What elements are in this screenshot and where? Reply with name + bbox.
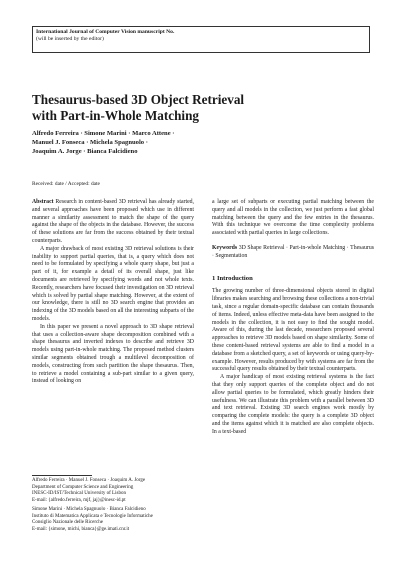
intro-paragraph: The growing number of three-dimensional objects stored in digital libraries makes searching and browsing these collections a non-trivial task, since a regular domain-specific database can contain thousands of items. Indeed, unless effective meta-data have been assigned to the models in the collection, it is not easy to find the sought model. Aware of this, during the last decade, researchers proposed several approaches to retrieve 3D models based on shape similarity. Some of these content-based retrieval systems are able to find a model in a database from a sketched query, a set of keywords or using query-by-example. However, results produced by with systems are far from the successful query results obtained by their textual counterparts. [212, 288, 374, 373]
keywords [212, 245, 374, 261]
footnote-rule [32, 475, 92, 476]
journal-name: International Journal of Computer Vision manuscript No. [36, 29, 175, 35]
affiliation-line: INESC-ID/IST/Technical University of Lisbon [32, 491, 126, 496]
title-line-1: Thesaurus-based 3D Object Retrieval [32, 92, 245, 107]
section-heading: 1 Introduction [212, 274, 253, 282]
left-column [32, 199, 194, 386]
author-line: Joaquim A. Jorge · Bianca Falcidieno [32, 148, 138, 155]
right-column [212, 199, 374, 437]
journal-note: (will be inserted by the editor) [36, 36, 104, 42]
affiliation-line: Department of Computer Science and Engineering [32, 484, 134, 490]
affiliation-line: Instituto di Matematica Applicata e Tecnologie Informatiche [32, 513, 153, 519]
author-line: Alfredo Ferreira · Simone Marini · Marco Attene · [32, 130, 175, 137]
author-list [32, 129, 372, 156]
affiliations [32, 478, 194, 536]
journal-header-box [32, 26, 370, 53]
author-line: Manuel J. Fonseca · Michela Spagnuolo · [32, 139, 148, 146]
abstract-paragraph: In this paper we present a novel approach to 3D shape retrieval that uses a collection-aware shape decomposition combined with a shape thesaurus and inverted indexes to describe and retrieve 3D models using part-in-whole matching. The proposed method clusters similar segments obtained trough a multilevel decomposition of models, constructing from such partition the shape thesaurus. Then, to retrieve a model containing a sub-part similar to a given query, instead of looking on [32, 323, 194, 385]
intro-paragraph: A major handicap of most existing retrieval systems is the fact that they only support queries of the complete object and do not allow partial queries to be formulated, which greatly hinders their usefulness. We can illustrate this problem with a parallel between 3D and text retrieval. Existing 3D search engines work mostly by comparing the complete models: the query is a complete 3D object and the items against which it is matched are also complete objects. In a text-based [212, 374, 374, 435]
abstract-text: Research in content-based 3D retrieval has already started, and several approaches have been proposed which use in different manner a similarity assessment to match the shape of the query against the shape of the objects in the database. However, the success of these solutions are far from the success obtained by their textual counterparts. [32, 199, 195, 244]
affiliation-line: E-mail: {alfredo.ferreira, mjf, jaj}@inesc-id.pt [32, 497, 126, 503]
affiliation-block [32, 478, 194, 504]
abstract-paragraph: a large set of subparts or executing partial matching between the query and all models in the collection, we just perform a fast global matching between the query and the few entries in the thesaurus. With this technique we overcome the time complexity problems associated with partial queries in large collections. [212, 199, 374, 237]
abstract-label: Abstract [32, 199, 54, 205]
keywords-text: 3D Shape Retrieval · Part-in-whole Matching · Thesaurus · Segmentation [212, 244, 374, 259]
affiliation-block [32, 507, 194, 533]
affiliation-line: Simone Marini · Michela Spagnuolo · Bianca Falcidieno [32, 507, 146, 512]
received-date: Received: date / Accepted: date [32, 181, 100, 187]
paper-title [32, 92, 372, 123]
affiliation-line: Alfredo Ferreira · Manuel J. Fonseca · Joaquim A. Jorge [32, 478, 146, 483]
abstract-paragraph: A major drawback of most existing 3D retrieval solutions is their inability to support partial queries, that is, a query which does not need to be formulated by specifying a whole query shape, but just a part of it, for example a detail of its overall shape, just like documents are retrieved by specifying words and not whole texts. Recently, researchers have focused their investigation on 3D retrieval which is solved by partial shape matching. However, at the extent of our knowledge, there is still no 3D search engine that provides an indexing of the 3D models based on all the interesting subparts of the models. [32, 245, 194, 322]
title-line-2: with Part-in-Whole Matching [32, 107, 200, 123]
keywords-label: Keywords [212, 244, 238, 251]
abstract-paragraph [32, 199, 194, 246]
affiliation-line: Consiglio Nazionale delle Ricerche [32, 520, 103, 525]
affiliation-line: E-mail: {simone, michi, bianca}@ge.imati.cnr.it [32, 526, 130, 532]
